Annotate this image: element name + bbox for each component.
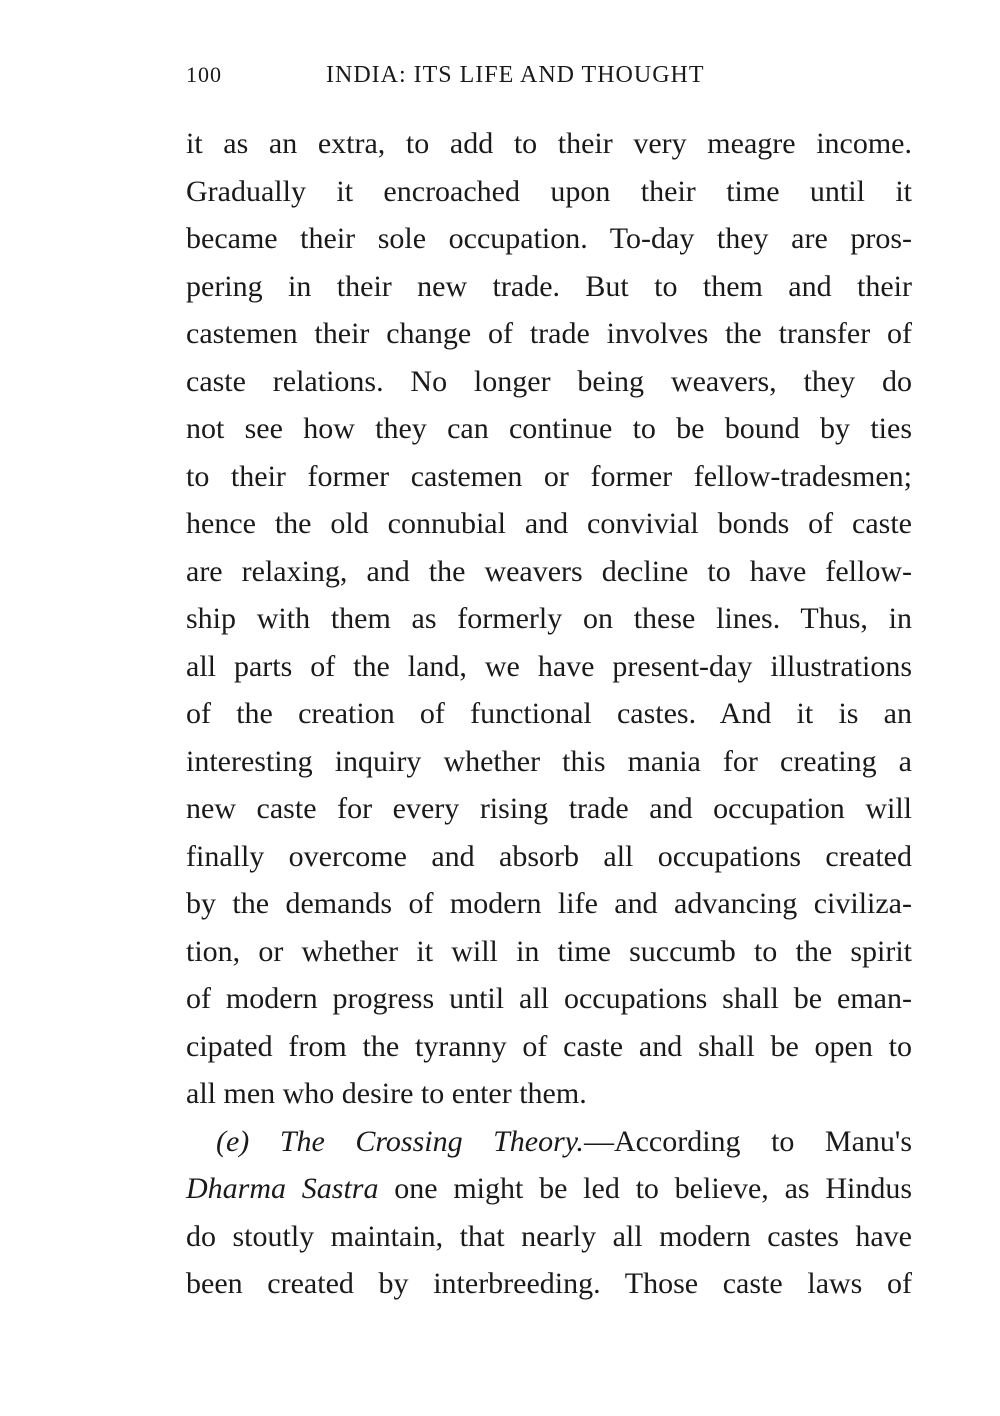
text-line: new caste for every rising trade and occupation will bbox=[186, 792, 912, 825]
text-line: interesting inquiry whether this mania for creating a bbox=[186, 744, 912, 778]
text-line: pering in their new trade. But to them and their bbox=[186, 269, 912, 303]
text-fragment: one might be led to believe, as Hindus bbox=[394, 1172, 912, 1205]
book-title: Dharma Sastra bbox=[186, 1172, 379, 1205]
em-dash: — bbox=[583, 1124, 614, 1158]
text-line: are relaxing, and the weavers decline to have fellow- bbox=[186, 554, 912, 588]
text-line: not see how they can continue to be bound by ties bbox=[186, 412, 912, 445]
text-line: all parts of the land, we have present-day illustrations bbox=[186, 649, 912, 683]
text-line: castemen their change of trade involves the transfer of bbox=[186, 317, 912, 350]
text-line: of the creation of functional castes. And it is an bbox=[186, 697, 912, 730]
text-line: caste relations. No longer being weavers, they do bbox=[186, 364, 912, 398]
paragraph-weavers bbox=[186, 120, 912, 1118]
section-label: (e) bbox=[216, 1124, 250, 1158]
text-line: of modern progress until all occupations shall be eman- bbox=[186, 982, 912, 1015]
text-line: all men who desire to enter them. bbox=[186, 1077, 587, 1110]
text-line: became their sole occupation. To-day they are pros- bbox=[186, 222, 912, 255]
text-line: Gradually it encroached upon their time until it bbox=[186, 174, 912, 208]
section-title: The Crossing Theory. bbox=[279, 1124, 584, 1158]
text-line: tion, or whether it will in time succumb to the spirit bbox=[186, 934, 912, 968]
text-line: by the demands of modern life and advancing civiliza- bbox=[186, 887, 912, 920]
text-line: ship with them as formerly on these lines. Thus, in bbox=[186, 602, 912, 635]
text-line: been created by interbreeding. Those caste laws of bbox=[186, 1267, 912, 1300]
text-line: finally overcome and absorb all occupations created bbox=[186, 839, 912, 873]
running-head bbox=[186, 62, 776, 96]
text-line: hence the old connubial and convivial bonds of caste bbox=[186, 507, 912, 540]
text-line: cipated from the tyranny of caste and shall be open to bbox=[186, 1029, 912, 1063]
text-line: to their former castemen or former fellow-tradesmen; bbox=[186, 459, 912, 493]
page-number: 100 bbox=[186, 62, 222, 87]
text-line: do stoutly maintain, that nearly all modern castes have bbox=[186, 1219, 912, 1253]
running-title: INDIA: ITS LIFE AND THOUGHT bbox=[326, 62, 705, 88]
text-line: it as an extra, to add to their very meagre income. bbox=[186, 127, 912, 160]
paragraph-crossing-theory bbox=[186, 1118, 912, 1308]
section-heading-line bbox=[186, 1118, 912, 1166]
text-fragment: According to Manu's bbox=[613, 1124, 912, 1158]
text-line bbox=[186, 1165, 912, 1213]
body-text bbox=[186, 120, 912, 1308]
